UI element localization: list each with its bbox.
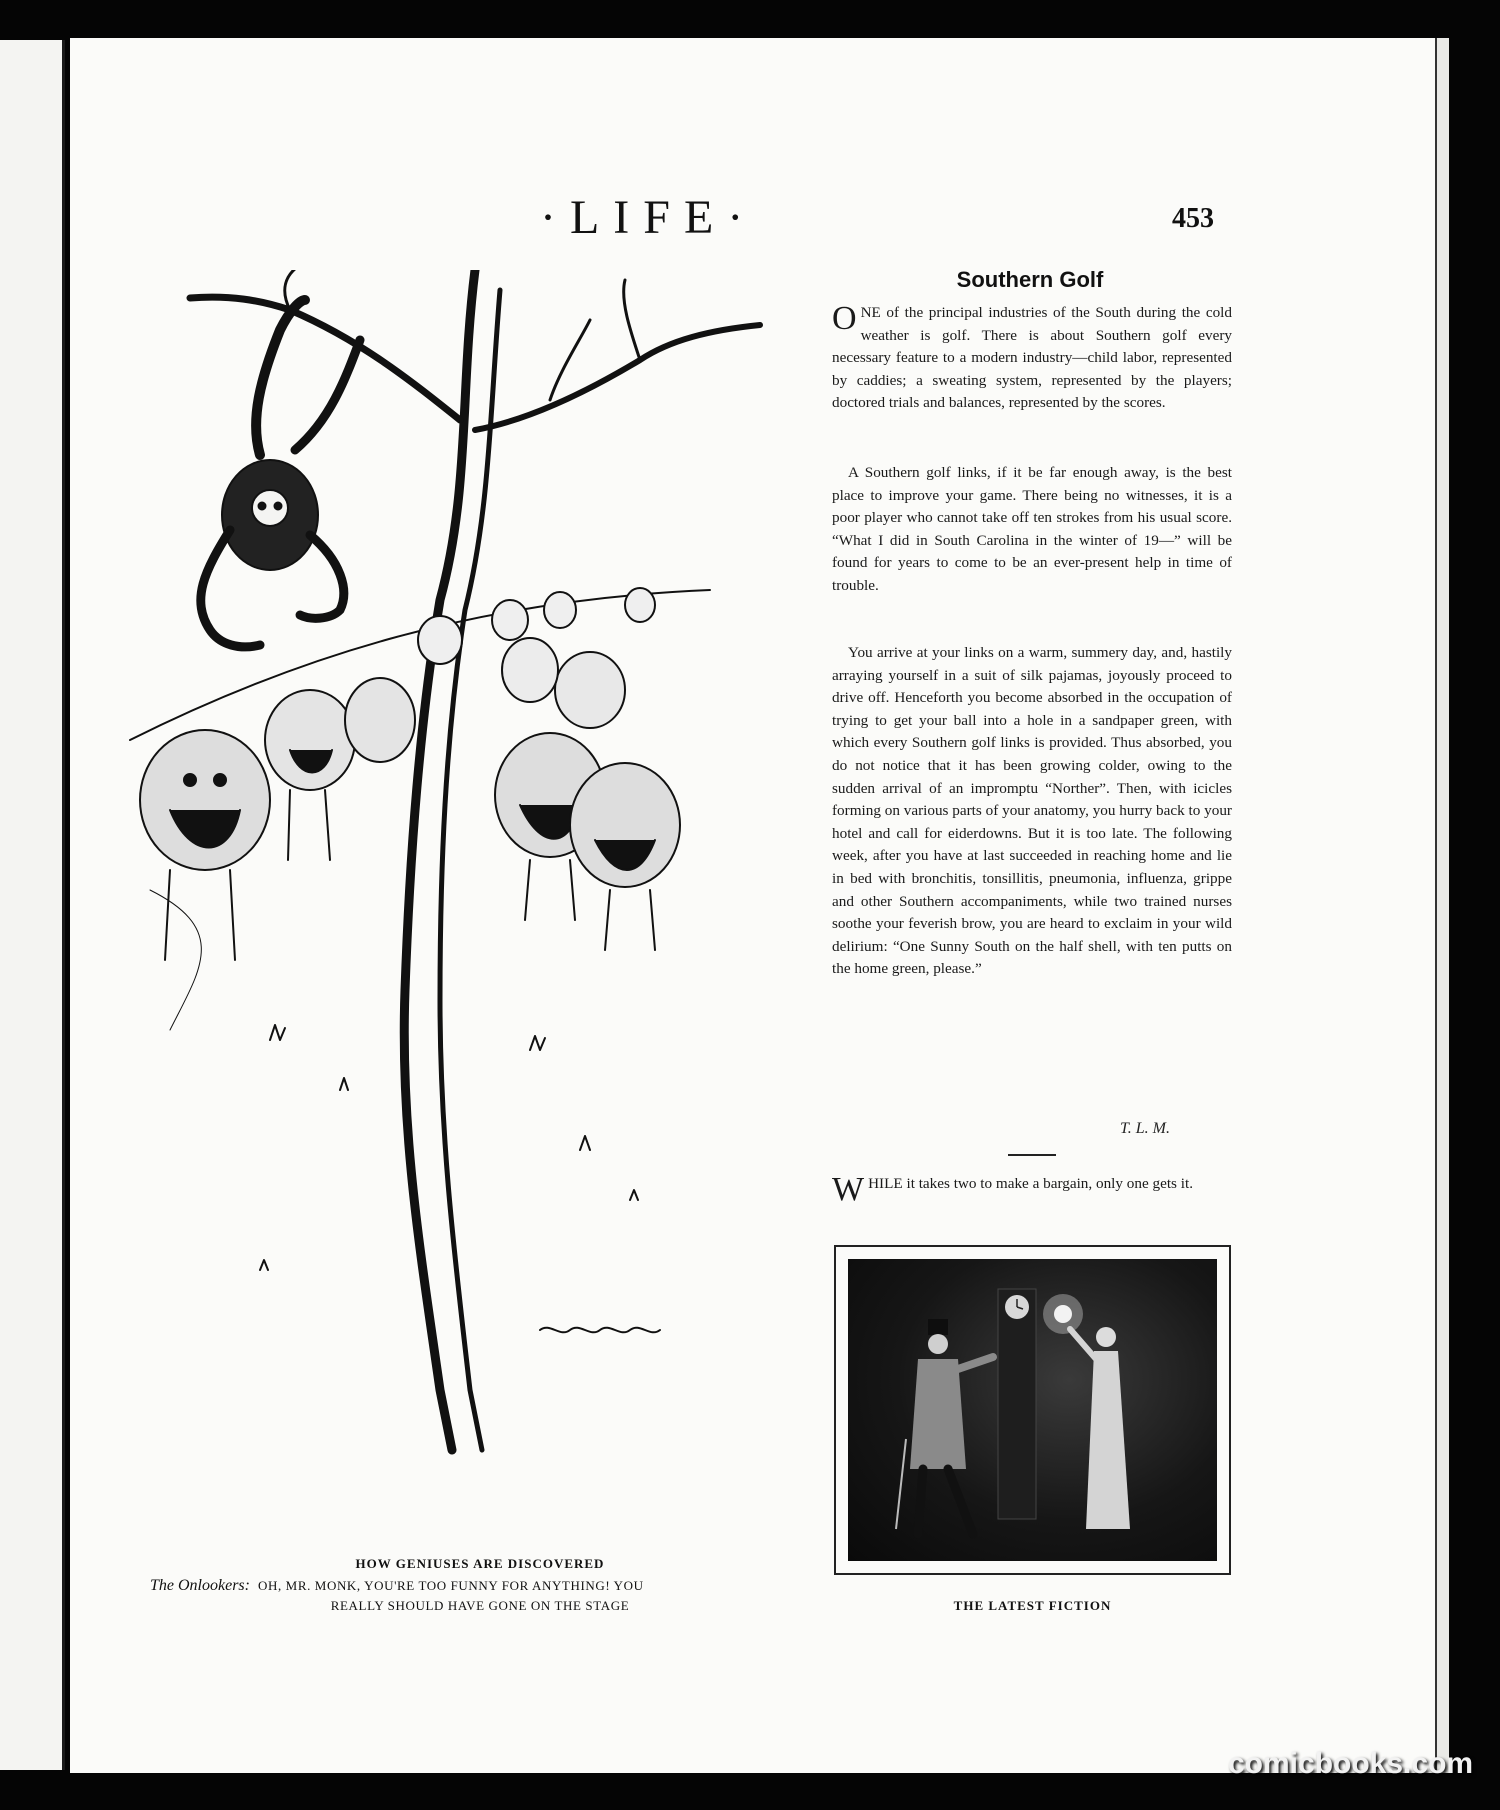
author-initials: T. L. M. <box>1120 1120 1170 1137</box>
article-paragraph-1 <box>832 302 1232 415</box>
paragraph-2-text: A Southern golf links, if it be far enough away, is the best place to improve your game. There being no witnesses, it is a poor player who cannot take off ten strokes from his usual score. “What I did in South Carolina in the winter of 19—” will be found for years to come to be an ever-present help in time of trouble. <box>832 464 1232 594</box>
article-paragraph-3 <box>832 642 1232 981</box>
site-watermark: comicbooks.com <box>1228 1747 1474 1780</box>
article-paragraph-2 <box>832 462 1232 598</box>
latest-fiction-photo <box>848 1259 1217 1561</box>
monkey-and-hyenas-drawing <box>110 270 800 1550</box>
page-number: 453 <box>1172 203 1214 234</box>
cartoon-caption-line-1 <box>150 1577 810 1595</box>
page-spine-edge <box>1435 38 1449 1773</box>
drop-cap-w: W <box>832 1171 865 1208</box>
facing-page-edge <box>0 40 65 1770</box>
cartoon-caption-speaker: The Onlookers: <box>150 1577 250 1594</box>
masthead: ·LIFE· <box>540 191 758 244</box>
drop-cap-o: O <box>832 300 857 337</box>
paragraph-3-text: You arrive at your links on a warm, summery day, and, hastily arraying yourself in a suit of silk pajamas, joyously proceed to drive off. Henceforth you become absorbed in the occupation of trying to get your ball into a hole in a sandpaper green, with which every Southern golf links is provided. Thus absorbed, you do not notice that it has been growing colder, owing to the sudden arrival of an impromptu “Norther”. Then, with icicles forming on various parts of your anatomy, you hurry back to your hotel and call for eiderdowns. But it is too late. The following week, after you have at last succeeded in reaching home and lie in bed with bronchitis, tonsillitis, pneumonia, influenza, grippe and other Southern accompaniments, while two trained nurses soothe your feverish brow, you are heard to exclaim in your wild delirium: “One Sunny South on the half shell, with ten putts on the home green, please.” <box>832 644 1232 978</box>
cartoon-caption-title: HOW GENIUSES ARE DISCOVERED <box>355 1556 605 1571</box>
article-title: Southern Golf <box>956 267 1104 292</box>
cartoon-illustration <box>110 270 800 1550</box>
bargain-quip <box>832 1171 1232 1208</box>
section-divider <box>1008 1154 1056 1156</box>
photo-caption: THE LATEST FICTION <box>953 1598 1112 1613</box>
cartoon-caption-line-2: REALLY SHOULD HAVE GONE ON THE STAGE <box>330 1598 630 1613</box>
man-and-ghost-scene <box>848 1259 1217 1561</box>
paragraph-1-text: NE of the principal industries of the South during the cold weather is golf. There is about Southern golf every necessary feature to a modern industry—child labor, represented by caddies; a sweating system, represented by the players; doctored trials and balances, represented by the scores. <box>832 304 1232 412</box>
photo-frame <box>834 1245 1231 1575</box>
bargain-quip-text: HILE it takes two to make a bargain, only one gets it. <box>868 1175 1194 1192</box>
cartoon-caption-dialogue-1: OH, MR. MONK, YOU'RE TOO FUNNY FOR ANYTHING! YOU <box>257 1578 644 1593</box>
